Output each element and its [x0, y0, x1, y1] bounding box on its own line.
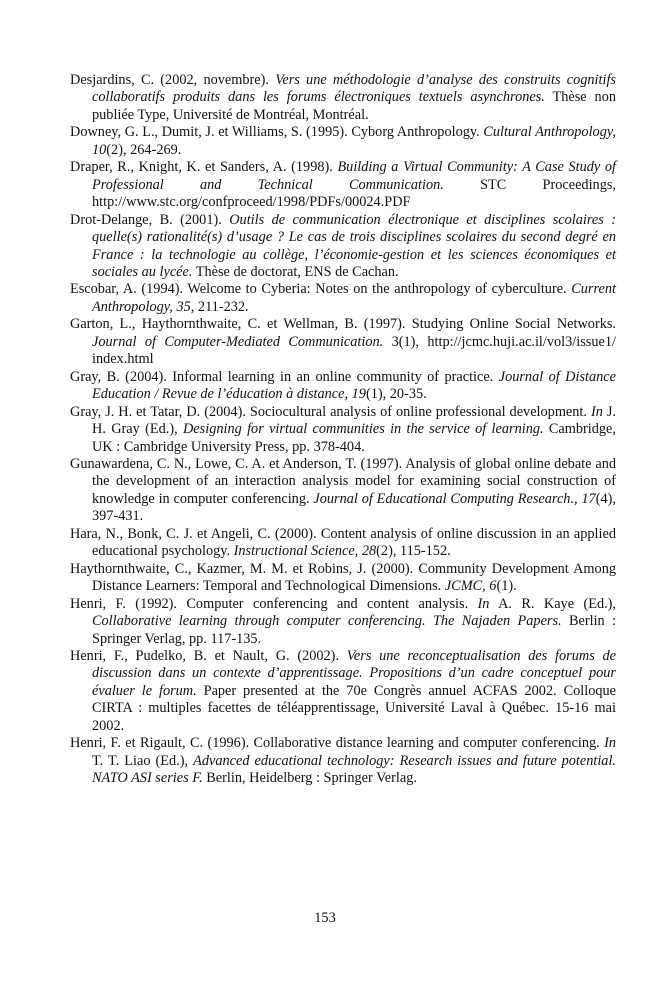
reference-text-segment: Cambridge, UK : Cambridge University Press, pp. 378-404.: [92, 421, 616, 455]
reference-entry: [70, 648, 616, 735]
reference-list: [70, 72, 616, 788]
reference-text-segment: Henri, F., Pudelko, B. et Nault, G. (2002).: [70, 647, 347, 664]
reference-entry: [70, 526, 616, 561]
reference-entry: [70, 404, 616, 456]
reference-text-segment: Downey, G. L., Dumit, J. et Williams, S. (1995). Cyborg Anthropology.: [70, 124, 484, 141]
reference-italic-segment: In: [590, 403, 603, 420]
reference-text-segment: Draper, R., Knight, K. et Sanders, A. (1998).: [70, 159, 338, 176]
reference-text-segment: Thèse non publiée Type, Université de Montréal, Montréal.: [92, 89, 616, 123]
reference-text-segment: Berlin : Springer Verlag, pp. 117-135.: [92, 613, 617, 647]
reference-italic-segment: Journal of Educational Computing Research., 17: [313, 490, 596, 507]
reference-text-segment: Gray, B. (2004). Informal learning in an online community of practice.: [70, 368, 499, 385]
reference-italic-segment: In: [477, 595, 490, 612]
reference-entry: [70, 72, 616, 124]
reference-italic-segment: Current Anthropology, 35: [92, 281, 616, 315]
reference-italic-segment: Journal of Distance Education / Revue de l’éducation à distance, 19: [92, 368, 616, 403]
reference-text-segment: Paper presented at the 70e Congrès annuel ACFAS 2002. Colloque CIRTA : multiples facettes de téléapprentissage, Université Laval à Québec. 15-16 mai 2002.: [92, 682, 616, 734]
reference-text-segment: STC Proceedings, http://www.stc.org/confproceed/1998/PDFs/00024.PDF: [92, 176, 616, 211]
reference-italic-segment: Building a Virtual Community: A Case Study of Professional and Technical Communication.: [92, 159, 616, 193]
reference-text-segment: Berlin, Heidelberg : Springer Verlag.: [202, 770, 417, 787]
reference-text-segment: Haythornthwaite, C., Kazmer, M. M. et Robins, J. (2000). Community Development Among Distance Learners: Temporal and Technological Dimensions.: [70, 560, 616, 595]
reference-text-segment: , 211-232.: [190, 298, 249, 315]
reference-text-segment: Gray, J. H. et Tatar, D. (2004). Sociocultural analysis of online professional development.: [70, 403, 591, 420]
reference-text-segment: Thèse de doctorat, ENS de Cachan.: [192, 263, 399, 280]
reference-italic-segment: Collaborative learning through computer conferencing. The Najaden Papers.: [92, 613, 562, 630]
reference-italic-segment: Vers une méthodologie d’analyse des construits cognitifs collaboratifs produits dans les forums électroniques textuels asynchrones.: [92, 72, 616, 106]
reference-text-segment: T. T. Liao (Ed.),: [92, 752, 194, 769]
reference-text-segment: (2), 264-269.: [106, 141, 182, 158]
reference-italic-segment: Journal of Computer-Mediated Communication.: [92, 333, 384, 350]
reference-italic-segment: Advanced educational technology: Research issues and future potential. NATO ASI series F.: [92, 752, 616, 787]
reference-text-segment: (4), 397-431.: [92, 490, 616, 525]
reference-italic-segment: JCMC, 6: [444, 578, 497, 595]
reference-text-segment: Gunawardena, C. N., Lowe, C. A. et Anderson, T. (1997). Analysis of global online debate and the development of an interaction analysis model for examining social construction of knowledge in computer conferencing.: [70, 455, 616, 507]
reference-text-segment: Garton, L., Haythornthwaite, C. et Wellman, B. (1997). Studying Online Social Networks.: [70, 316, 616, 333]
reference-entry: [70, 159, 616, 211]
page-number: 153: [314, 910, 336, 926]
reference-italic-segment: Vers une reconceptualisation des forums de discussion dans un contexte d’apprentissage. Propositions d’un cadre conceptuel pour évaluer le forum.: [92, 647, 617, 699]
reference-entry: [70, 369, 616, 404]
reference-text-segment: (1).: [496, 578, 517, 595]
reference-italic-segment: In: [604, 735, 616, 752]
reference-text-segment: Henri, F. (1992). Computer conferencing and content analysis.: [70, 595, 478, 612]
reference-entry: [70, 596, 616, 648]
reference-text-segment: Escobar, A. (1994). Welcome to Cyberia: Notes on the anthropology of cyberculture.: [70, 281, 572, 298]
reference-entry: [70, 735, 616, 787]
reference-italic-segment: Outils de communication électronique et disciplines scolaires : quelle(s) rationalité(s) d’usage ? Le cas de trois disciplines scolaires du second degré en France : la technologie au collège, l’économie-gestion et les sciences économiques et sociales au lycée.: [92, 211, 616, 280]
reference-text-segment: (2), 115-152.: [376, 543, 451, 560]
reference-text-segment: Henri, F. et Rigault, C. (1996). Collaborative distance learning and computer conferencing.: [70, 735, 605, 752]
reference-text-segment: Desjardins, C. (2002, novembre).: [70, 72, 276, 88]
reference-entry: [70, 316, 616, 368]
reference-entry: [70, 124, 616, 159]
reference-text-segment: Hara, N., Bonk, C. J. et Angeli, C. (2000). Content analysis of online discussion in an applied educational psychology.: [70, 525, 616, 560]
reference-text-segment: A. R. Kaye (Ed.),: [489, 595, 616, 612]
reference-entry: [70, 456, 616, 526]
reference-text-segment: 3(1), http://jcmc.huji.ac.il/vol3/issue1/ index.html: [92, 333, 616, 368]
reference-italic-segment: Cultural Anthropology, 10: [92, 124, 616, 158]
reference-text-segment: Drot-Delange, B. (2001).: [70, 211, 230, 228]
reference-entry: [70, 212, 616, 282]
reference-text-segment: J. H. Gray (Ed.),: [92, 403, 616, 438]
reference-entry: [70, 281, 616, 316]
reference-entry: [70, 561, 616, 596]
reference-italic-segment: Designing for virtual communities in the service of learning.: [182, 421, 544, 438]
reference-text-segment: (1), 20-35.: [365, 386, 427, 403]
reference-italic-segment: Instructional Science, 28: [233, 543, 377, 560]
